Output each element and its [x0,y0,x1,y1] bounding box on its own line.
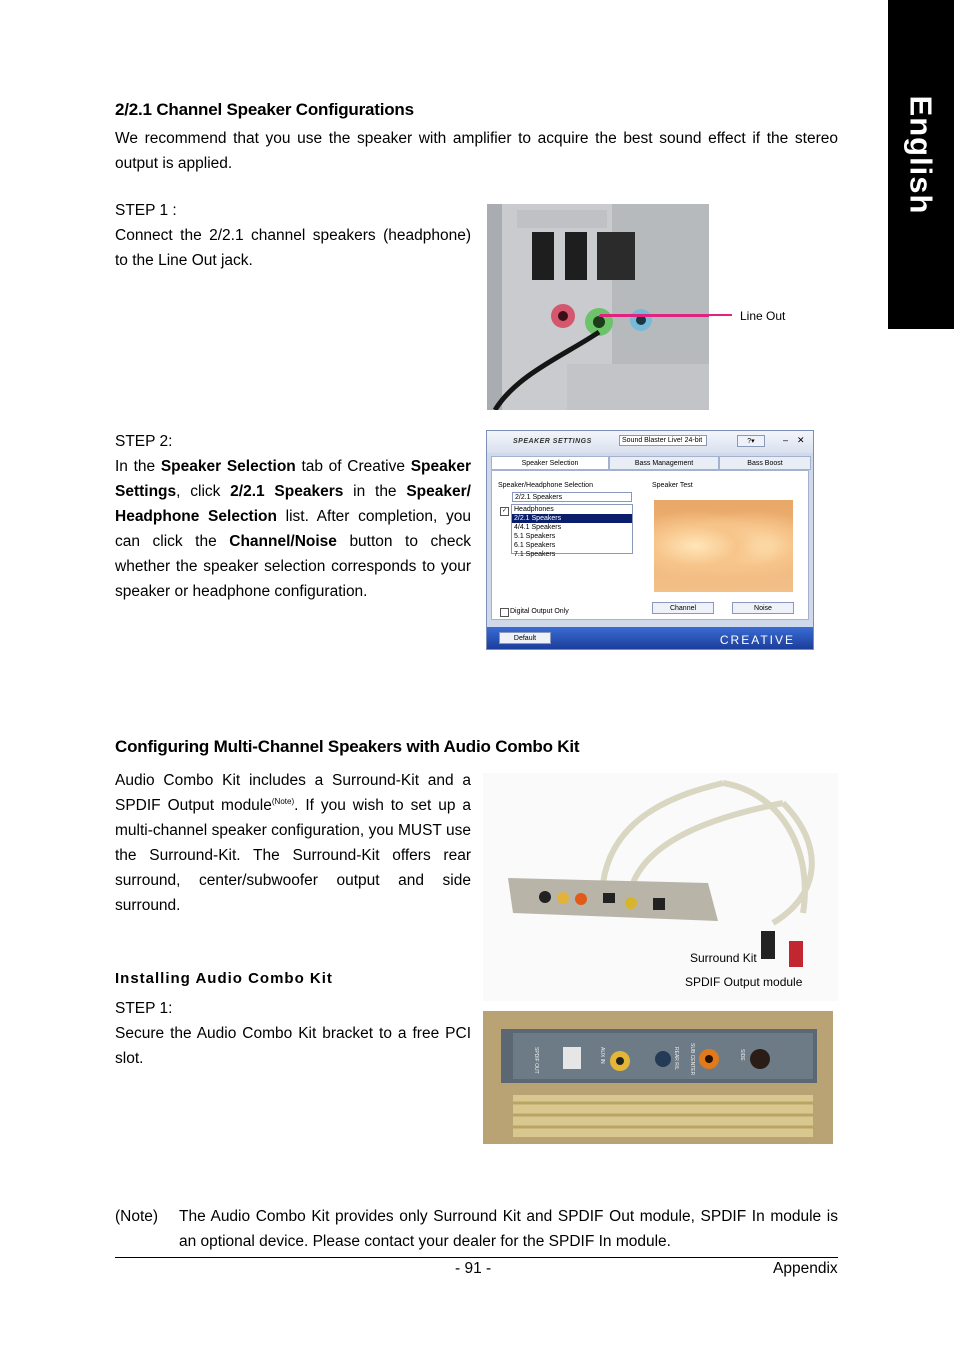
noise-button[interactable]: Noise [732,602,794,614]
group-right-label: Speaker Test [652,482,693,489]
device-select[interactable]: Sound Blaster Live! 24-bit [619,435,707,446]
tab-speaker-selection[interactable]: Speaker Selection [491,456,609,470]
speaker-option[interactable]: 5.1 Speakers [514,533,556,540]
window-titlebar [487,431,813,453]
port-label-aux: AUX IN [599,1047,605,1064]
install-step1-text: Secure the Audio Combo Kit bracket to a free PCI slot. [115,1025,471,1067]
step1-title: STEP 1 : [115,202,177,219]
note-reference: (Note) [271,796,295,806]
section-heading-combo-kit: Configuring Multi-Channel Speakers with Audio Combo Kit [115,737,580,756]
creative-logo: CREATIVE [719,633,795,647]
speaker-option[interactable]: 4/4.1 Speakers [514,524,562,531]
speaker-option[interactable]: 6.1 Speakers [514,542,556,549]
install-step1-title: STEP 1: [115,1000,173,1017]
section-intro: We recommend that you use the speaker with amplifier to acquire the best sound effect if the stereo output is applied. [115,130,838,172]
step2-text: In the Speaker Selection tab of Creative Speaker Settings, click 2/2.1 Speakers in the Speaker/ Headphone Selection list. After completion, you can click the Channel/Noise button to check whether the speaker selection corresponds to your speaker or headphone configuration. [115,458,472,600]
combo-kit-photo [483,773,838,1001]
digital-output-checkbox[interactable] [500,608,509,617]
window-tabs [491,456,809,470]
surround-kit-label: Surround Kit [690,951,757,965]
port-label-sub: SUB CENTER [689,1043,695,1076]
speaker-option[interactable]: Headphones [514,506,554,513]
speaker-option-selected[interactable]: 2/2.1 Speakers [512,514,632,523]
installed-bracket-photo [483,1011,833,1144]
help-button[interactable]: ?▾ [737,435,765,447]
speaker-option-list [511,504,633,558]
window-footer [487,627,813,649]
port-label-side: SIDE [739,1049,745,1061]
port-label-spdif: SPDIF OUT [533,1047,539,1074]
side-tab-label: English [903,95,939,215]
step1-text: Connect the 2/2.1 channel speakers (headphone) to the Line Out jack. [115,227,471,269]
line-out-pointer [600,314,732,316]
window-title: SPEAKER SETTINGS [513,438,592,445]
default-button[interactable]: Default [499,632,551,644]
line-out-label: Line Out [740,309,786,323]
speaker-settings-window [486,430,814,650]
port-label-rear: REAR R/L [673,1047,679,1071]
language-side-tab [888,0,954,329]
tab-bass-management[interactable]: Bass Management [609,456,719,470]
channel-button[interactable]: Channel [652,602,714,614]
speaker-checkbox[interactable]: ✓ [501,508,508,514]
page-number: - 91 - [455,1260,492,1277]
group-left-label: Speaker/Headphone Selection [498,482,593,489]
note-label: (Note) [115,1208,159,1225]
digital-output-label: Digital Output Only [510,608,569,615]
install-heading: Installing Audio Combo Kit [115,970,333,987]
minimize-icon[interactable]: – [783,435,789,445]
combo-kit-description: Audio Combo Kit includes a Surround-Kit and a SPDIF Output module$^{(Note)}$. If you wish to set up a multi-channel speaker configuration, you MUST use the Surround-Kit. The Surround-Kit offers rear surround, center/subwoofer output and side surround. [115,772,471,914]
footer-section: Appendix [773,1260,838,1277]
step2-title: STEP 2: [115,433,173,450]
tab-bass-boost[interactable]: Bass Boost [719,456,811,470]
speaker-test-room [654,500,793,592]
spdif-module-label: SPDIF Output module [685,975,803,989]
close-icon[interactable]: ✕ [797,435,805,445]
note-text: The Audio Combo Kit provides only Surround Kit and SPDIF Out module, SPDIF In module is an optional device. Please contact your dealer for the SPDIF In module. [179,1208,838,1250]
speaker-option[interactable]: 7.1 Speakers [514,551,556,558]
section-heading-2ch: 2/2.1 Channel Speaker Configurations [115,100,414,119]
speaker-dropdown[interactable]: 2/2.1 Speakers [512,492,632,502]
rear-panel-photo [487,204,709,410]
